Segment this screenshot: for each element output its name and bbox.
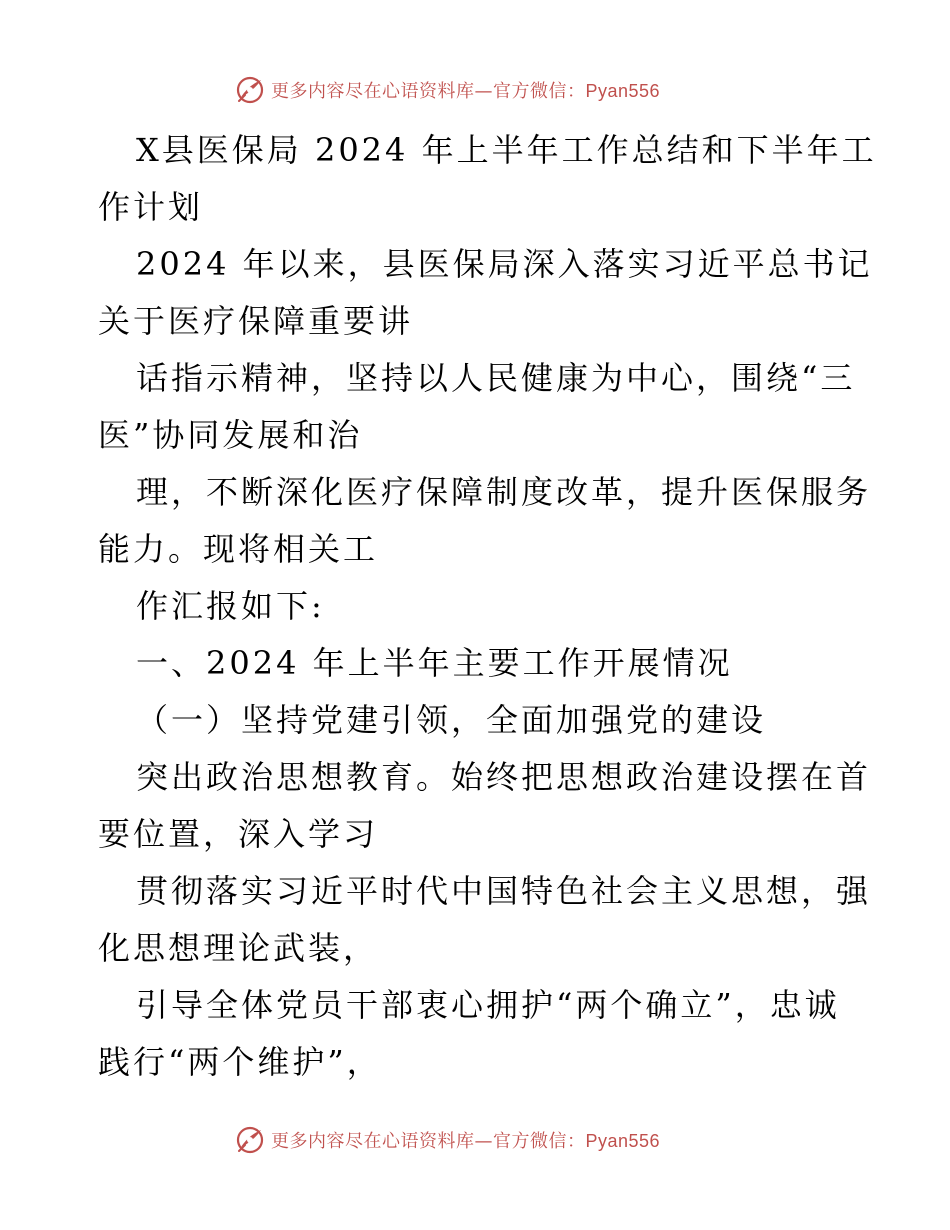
quill-pen-logo-icon: [235, 1125, 265, 1155]
text-line: 话指示精神，坚持以人民健康为中心，围绕“三: [136, 359, 856, 397]
text-line: 2024 年以来，县医保局深入落实习近平总书记: [136, 245, 873, 283]
text-line: 化思想理论武装，: [98, 929, 379, 967]
text-line: 引导全体党员干部衷心拥护“两个确立”，忠诚: [136, 986, 840, 1024]
text-line: X县医保局 2024 年上半年工作总结和下半年工: [136, 131, 877, 169]
banner-text: [271, 77, 660, 103]
banner-text: [271, 1127, 660, 1153]
banner-site-name: 更多内容尽在心语资料库: [271, 1131, 475, 1152]
document-body: [98, 122, 877, 1091]
text-line: 作计划: [98, 188, 204, 226]
text-line: 践行“两个维护”，: [98, 1043, 382, 1081]
banner-separator: —: [474, 1131, 493, 1152]
text-line: （一）坚持党建引领，全面加强党的建设: [136, 701, 767, 739]
quill-pen-logo-icon: [235, 75, 265, 105]
text-line: 一、2024 年上半年主要工作开展情况: [136, 644, 733, 682]
banner-label: 官方微信：: [493, 1131, 586, 1152]
banner-site-name: 更多内容尽在心语资料库: [271, 81, 475, 102]
banner-label: 官方微信：: [493, 81, 586, 102]
text-line: 作汇报如下:: [136, 587, 325, 625]
footer-watermark-banner: [235, 1120, 715, 1160]
text-line: 医”协同发展和治: [98, 416, 363, 454]
text-line: 贯彻落实习近平时代中国特色社会主义思想，强: [136, 872, 872, 910]
header-watermark-banner: [235, 70, 715, 110]
text-line: 要位置，深入学习: [98, 815, 379, 853]
banner-wechat-id: Pyan556: [585, 1131, 661, 1151]
text-line: 突出政治思想教育。始终把思想政治建设摆在首: [136, 758, 872, 796]
text-line: 能力。现将相关工: [98, 530, 379, 568]
banner-wechat-id: Pyan556: [585, 81, 661, 101]
banner-separator: —: [474, 81, 493, 102]
text-line: 关于医疗保障重要讲: [98, 302, 414, 340]
text-line: 理，不断深化医疗保障制度改革，提升医保服务: [136, 473, 872, 511]
